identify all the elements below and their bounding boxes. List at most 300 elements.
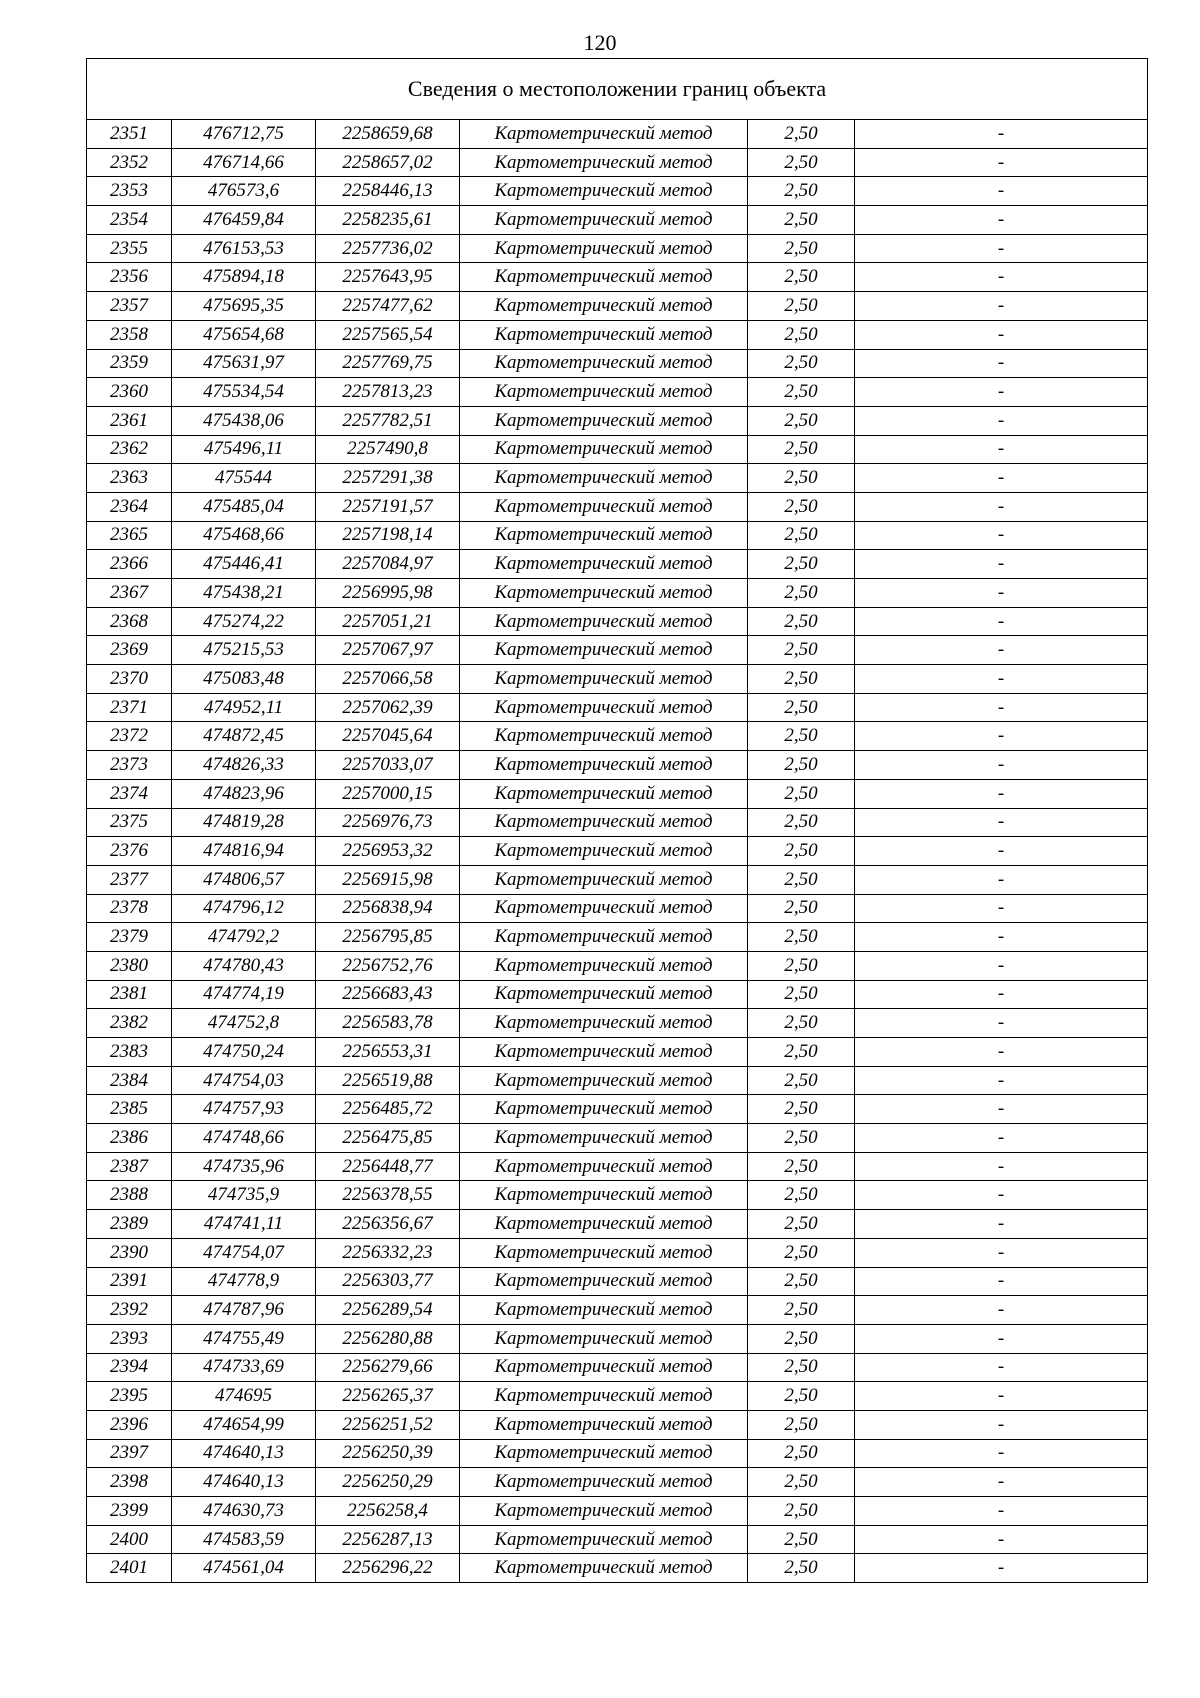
x-coordinate-cell: 476714,66 <box>172 148 316 177</box>
point-number-cell: 2398 <box>87 1468 172 1497</box>
description-cell: - <box>855 636 1148 665</box>
x-coordinate-cell: 475534,54 <box>172 378 316 407</box>
table-body <box>87 59 1148 1583</box>
method-cell: Картометрический метод <box>460 636 748 665</box>
y-coordinate-cell: 2256583,78 <box>316 1009 460 1038</box>
table-row <box>87 693 1148 722</box>
method-cell: Картометрический метод <box>460 1296 748 1325</box>
accuracy-cell: 2,50 <box>748 550 855 579</box>
point-number-cell: 2381 <box>87 980 172 1009</box>
point-number-cell: 2372 <box>87 722 172 751</box>
table-row <box>87 1095 1148 1124</box>
accuracy-cell: 2,50 <box>748 521 855 550</box>
point-number-cell: 2375 <box>87 808 172 837</box>
accuracy-cell: 2,50 <box>748 148 855 177</box>
accuracy-cell: 2,50 <box>748 1353 855 1382</box>
accuracy-cell: 2,50 <box>748 1554 855 1583</box>
y-coordinate-cell: 2256258,4 <box>316 1497 460 1526</box>
y-coordinate-cell: 2256279,66 <box>316 1353 460 1382</box>
accuracy-cell: 2,50 <box>748 435 855 464</box>
method-cell: Картометрический метод <box>460 923 748 952</box>
point-number-cell: 2374 <box>87 779 172 808</box>
accuracy-cell: 2,50 <box>748 1497 855 1526</box>
point-number-cell: 2367 <box>87 579 172 608</box>
point-number-cell: 2385 <box>87 1095 172 1124</box>
y-coordinate-cell: 2256250,39 <box>316 1439 460 1468</box>
x-coordinate-cell: 476153,53 <box>172 234 316 263</box>
accuracy-cell: 2,50 <box>748 263 855 292</box>
accuracy-cell: 2,50 <box>748 693 855 722</box>
method-cell: Картометрический метод <box>460 1410 748 1439</box>
x-coordinate-cell: 474741,11 <box>172 1210 316 1239</box>
y-coordinate-cell: 2257062,39 <box>316 693 460 722</box>
description-cell: - <box>855 234 1148 263</box>
accuracy-cell: 2,50 <box>748 865 855 894</box>
y-coordinate-cell: 2256915,98 <box>316 865 460 894</box>
accuracy-cell: 2,50 <box>748 492 855 521</box>
method-cell: Картометрический метод <box>460 378 748 407</box>
accuracy-cell: 2,50 <box>748 234 855 263</box>
point-number-cell: 2397 <box>87 1439 172 1468</box>
method-cell: Картометрический метод <box>460 865 748 894</box>
table-row <box>87 951 1148 980</box>
x-coordinate-cell: 474872,45 <box>172 722 316 751</box>
accuracy-cell: 2,50 <box>748 1296 855 1325</box>
description-cell: - <box>855 1009 1148 1038</box>
y-coordinate-cell: 2257067,97 <box>316 636 460 665</box>
description-cell: - <box>855 292 1148 321</box>
method-cell: Картометрический метод <box>460 1324 748 1353</box>
x-coordinate-cell: 474561,04 <box>172 1554 316 1583</box>
point-number-cell: 2360 <box>87 378 172 407</box>
x-coordinate-cell: 474796,12 <box>172 894 316 923</box>
table-row <box>87 550 1148 579</box>
y-coordinate-cell: 2256265,37 <box>316 1382 460 1411</box>
method-cell: Картометрический метод <box>460 349 748 378</box>
table-row <box>87 837 1148 866</box>
x-coordinate-cell: 474630,73 <box>172 1497 316 1526</box>
description-cell: - <box>855 722 1148 751</box>
table-row <box>87 751 1148 780</box>
accuracy-cell: 2,50 <box>748 636 855 665</box>
accuracy-cell: 2,50 <box>748 177 855 206</box>
table-row <box>87 292 1148 321</box>
accuracy-cell: 2,50 <box>748 1238 855 1267</box>
description-cell: - <box>855 1439 1148 1468</box>
table-row <box>87 1468 1148 1497</box>
x-coordinate-cell: 475438,06 <box>172 406 316 435</box>
description-cell: - <box>855 693 1148 722</box>
method-cell: Картометрический метод <box>460 263 748 292</box>
description-cell: - <box>855 1238 1148 1267</box>
accuracy-cell: 2,50 <box>748 894 855 923</box>
accuracy-cell: 2,50 <box>748 1095 855 1124</box>
y-coordinate-cell: 2257066,58 <box>316 665 460 694</box>
description-cell: - <box>855 1124 1148 1153</box>
y-coordinate-cell: 2256683,43 <box>316 980 460 1009</box>
table-row <box>87 636 1148 665</box>
accuracy-cell: 2,50 <box>748 1382 855 1411</box>
accuracy-cell: 2,50 <box>748 722 855 751</box>
x-coordinate-cell: 475894,18 <box>172 263 316 292</box>
accuracy-cell: 2,50 <box>748 579 855 608</box>
point-number-cell: 2401 <box>87 1554 172 1583</box>
description-cell: - <box>855 148 1148 177</box>
y-coordinate-cell: 2256953,32 <box>316 837 460 866</box>
table-row <box>87 1009 1148 1038</box>
method-cell: Картометрический метод <box>460 206 748 235</box>
x-coordinate-cell: 476573,6 <box>172 177 316 206</box>
description-cell: - <box>855 751 1148 780</box>
description-cell: - <box>855 1181 1148 1210</box>
point-number-cell: 2391 <box>87 1267 172 1296</box>
y-coordinate-cell: 2257084,97 <box>316 550 460 579</box>
x-coordinate-cell: 474787,96 <box>172 1296 316 1325</box>
point-number-cell: 2378 <box>87 894 172 923</box>
method-cell: Картометрический метод <box>460 435 748 464</box>
page-number: 120 <box>583 30 617 55</box>
table-row <box>87 234 1148 263</box>
x-coordinate-cell: 474735,96 <box>172 1152 316 1181</box>
accuracy-cell: 2,50 <box>748 1152 855 1181</box>
table-row <box>87 1410 1148 1439</box>
point-number-cell: 2373 <box>87 751 172 780</box>
x-coordinate-cell: 475083,48 <box>172 665 316 694</box>
method-cell: Картометрический метод <box>460 980 748 1009</box>
point-number-cell: 2369 <box>87 636 172 665</box>
description-cell: - <box>855 1267 1148 1296</box>
x-coordinate-cell: 474695 <box>172 1382 316 1411</box>
method-cell: Картометрический метод <box>460 550 748 579</box>
y-coordinate-cell: 2257477,62 <box>316 292 460 321</box>
accuracy-cell: 2,50 <box>748 751 855 780</box>
y-coordinate-cell: 2257033,07 <box>316 751 460 780</box>
description-cell: - <box>855 1410 1148 1439</box>
y-coordinate-cell: 2257769,75 <box>316 349 460 378</box>
x-coordinate-cell: 474640,13 <box>172 1439 316 1468</box>
table-row <box>87 1181 1148 1210</box>
method-cell: Картометрический метод <box>460 1152 748 1181</box>
y-coordinate-cell: 2256485,72 <box>316 1095 460 1124</box>
point-number-cell: 2399 <box>87 1497 172 1526</box>
table-row <box>87 894 1148 923</box>
point-number-cell: 2364 <box>87 492 172 521</box>
description-cell: - <box>855 1525 1148 1554</box>
accuracy-cell: 2,50 <box>748 1468 855 1497</box>
table-row <box>87 865 1148 894</box>
method-cell: Картометрический метод <box>460 464 748 493</box>
boundary-coordinates-table <box>86 58 1148 1583</box>
description-cell: - <box>855 492 1148 521</box>
description-cell: - <box>855 808 1148 837</box>
x-coordinate-cell: 475631,97 <box>172 349 316 378</box>
y-coordinate-cell: 2256332,23 <box>316 1238 460 1267</box>
accuracy-cell: 2,50 <box>748 406 855 435</box>
point-number-cell: 2386 <box>87 1124 172 1153</box>
x-coordinate-cell: 474816,94 <box>172 837 316 866</box>
description-cell: - <box>855 837 1148 866</box>
table-row <box>87 1554 1148 1583</box>
description-cell: - <box>855 1382 1148 1411</box>
table-row <box>87 320 1148 349</box>
description-cell: - <box>855 1038 1148 1067</box>
point-number-cell: 2359 <box>87 349 172 378</box>
x-coordinate-cell: 474780,43 <box>172 951 316 980</box>
table-row <box>87 779 1148 808</box>
method-cell: Картометрический метод <box>460 894 748 923</box>
table-row <box>87 148 1148 177</box>
description-cell: - <box>855 1468 1148 1497</box>
y-coordinate-cell: 2256448,77 <box>316 1152 460 1181</box>
accuracy-cell: 2,50 <box>748 837 855 866</box>
method-cell: Картометрический метод <box>460 234 748 263</box>
y-coordinate-cell: 2257643,95 <box>316 263 460 292</box>
point-number-cell: 2379 <box>87 923 172 952</box>
accuracy-cell: 2,50 <box>748 292 855 321</box>
table-row <box>87 1324 1148 1353</box>
accuracy-cell: 2,50 <box>748 808 855 837</box>
table-row <box>87 1238 1148 1267</box>
table-row <box>87 1439 1148 1468</box>
table-row <box>87 923 1148 952</box>
point-number-cell: 2388 <box>87 1181 172 1210</box>
point-number-cell: 2382 <box>87 1009 172 1038</box>
x-coordinate-cell: 474735,9 <box>172 1181 316 1210</box>
description-cell: - <box>855 923 1148 952</box>
x-coordinate-cell: 474754,07 <box>172 1238 316 1267</box>
description-cell: - <box>855 779 1148 808</box>
x-coordinate-cell: 476712,75 <box>172 120 316 149</box>
accuracy-cell: 2,50 <box>748 1410 855 1439</box>
accuracy-cell: 2,50 <box>748 378 855 407</box>
accuracy-cell: 2,50 <box>748 1009 855 1038</box>
y-coordinate-cell: 2256250,29 <box>316 1468 460 1497</box>
description-cell: - <box>855 349 1148 378</box>
y-coordinate-cell: 2256287,13 <box>316 1525 460 1554</box>
y-coordinate-cell: 2257813,23 <box>316 378 460 407</box>
method-cell: Картометрический метод <box>460 406 748 435</box>
method-cell: Картометрический метод <box>460 808 748 837</box>
description-cell: - <box>855 1554 1148 1583</box>
point-number-cell: 2358 <box>87 320 172 349</box>
description-cell: - <box>855 1353 1148 1382</box>
table-row <box>87 177 1148 206</box>
table-row <box>87 435 1148 464</box>
table-row <box>87 492 1148 521</box>
x-coordinate-cell: 474583,59 <box>172 1525 316 1554</box>
point-number-cell: 2389 <box>87 1210 172 1239</box>
accuracy-cell: 2,50 <box>748 349 855 378</box>
description-cell: - <box>855 550 1148 579</box>
method-cell: Картометрический метод <box>460 751 748 780</box>
y-coordinate-cell: 2257291,38 <box>316 464 460 493</box>
y-coordinate-cell: 2256356,67 <box>316 1210 460 1239</box>
accuracy-cell: 2,50 <box>748 1066 855 1095</box>
x-coordinate-cell: 475496,11 <box>172 435 316 464</box>
point-number-cell: 2356 <box>87 263 172 292</box>
x-coordinate-cell: 475468,66 <box>172 521 316 550</box>
description-cell: - <box>855 206 1148 235</box>
point-number-cell: 2387 <box>87 1152 172 1181</box>
x-coordinate-cell: 474826,33 <box>172 751 316 780</box>
x-coordinate-cell: 475215,53 <box>172 636 316 665</box>
description-cell: - <box>855 378 1148 407</box>
table-row <box>87 206 1148 235</box>
method-cell: Картометрический метод <box>460 177 748 206</box>
accuracy-cell: 2,50 <box>748 923 855 952</box>
description-cell: - <box>855 894 1148 923</box>
table-title-row <box>87 59 1148 120</box>
method-cell: Картометрический метод <box>460 722 748 751</box>
table-row <box>87 263 1148 292</box>
y-coordinate-cell: 2257490,8 <box>316 435 460 464</box>
table-row <box>87 579 1148 608</box>
point-number-cell: 2366 <box>87 550 172 579</box>
method-cell: Картометрический метод <box>460 1095 748 1124</box>
table-row <box>87 406 1148 435</box>
table-row <box>87 607 1148 636</box>
method-cell: Картометрический метод <box>460 693 748 722</box>
x-coordinate-cell: 474806,57 <box>172 865 316 894</box>
y-coordinate-cell: 2257782,51 <box>316 406 460 435</box>
y-coordinate-cell: 2256475,85 <box>316 1124 460 1153</box>
x-coordinate-cell: 474640,13 <box>172 1468 316 1497</box>
method-cell: Картометрический метод <box>460 951 748 980</box>
y-coordinate-cell: 2257051,21 <box>316 607 460 636</box>
accuracy-cell: 2,50 <box>748 951 855 980</box>
x-coordinate-cell: 474792,2 <box>172 923 316 952</box>
method-cell: Картометрический метод <box>460 521 748 550</box>
point-number-cell: 2352 <box>87 148 172 177</box>
description-cell: - <box>855 607 1148 636</box>
point-number-cell: 2383 <box>87 1038 172 1067</box>
point-number-cell: 2365 <box>87 521 172 550</box>
description-cell: - <box>855 579 1148 608</box>
method-cell: Картометрический метод <box>460 1267 748 1296</box>
x-coordinate-cell: 474823,96 <box>172 779 316 808</box>
method-cell: Картометрический метод <box>460 1210 748 1239</box>
point-number-cell: 2370 <box>87 665 172 694</box>
point-number-cell: 2377 <box>87 865 172 894</box>
x-coordinate-cell: 474654,99 <box>172 1410 316 1439</box>
x-coordinate-cell: 475485,04 <box>172 492 316 521</box>
accuracy-cell: 2,50 <box>748 1210 855 1239</box>
description-cell: - <box>855 406 1148 435</box>
y-coordinate-cell: 2257736,02 <box>316 234 460 263</box>
x-coordinate-cell: 476459,84 <box>172 206 316 235</box>
table-row <box>87 521 1148 550</box>
point-number-cell: 2395 <box>87 1382 172 1411</box>
y-coordinate-cell: 2258235,61 <box>316 206 460 235</box>
method-cell: Картометрический метод <box>460 120 748 149</box>
x-coordinate-cell: 474819,28 <box>172 808 316 837</box>
method-cell: Картометрический метод <box>460 1038 748 1067</box>
accuracy-cell: 2,50 <box>748 1324 855 1353</box>
point-number-cell: 2392 <box>87 1296 172 1325</box>
accuracy-cell: 2,50 <box>748 1439 855 1468</box>
method-cell: Картометрический метод <box>460 1238 748 1267</box>
point-number-cell: 2380 <box>87 951 172 980</box>
table-row <box>87 1353 1148 1382</box>
description-cell: - <box>855 1497 1148 1526</box>
x-coordinate-cell: 474754,03 <box>172 1066 316 1095</box>
x-coordinate-cell: 474750,24 <box>172 1038 316 1067</box>
table-row <box>87 464 1148 493</box>
y-coordinate-cell: 2256296,22 <box>316 1554 460 1583</box>
x-coordinate-cell: 474752,8 <box>172 1009 316 1038</box>
table-row <box>87 120 1148 149</box>
y-coordinate-cell: 2257565,54 <box>316 320 460 349</box>
accuracy-cell: 2,50 <box>748 607 855 636</box>
point-number-cell: 2355 <box>87 234 172 263</box>
method-cell: Картометрический метод <box>460 1439 748 1468</box>
point-number-cell: 2390 <box>87 1238 172 1267</box>
point-number-cell: 2393 <box>87 1324 172 1353</box>
description-cell: - <box>855 1152 1148 1181</box>
point-number-cell: 2394 <box>87 1353 172 1382</box>
method-cell: Картометрический метод <box>460 1181 748 1210</box>
point-number-cell: 2354 <box>87 206 172 235</box>
method-cell: Картометрический метод <box>460 1124 748 1153</box>
x-coordinate-cell: 474755,49 <box>172 1324 316 1353</box>
y-coordinate-cell: 2258657,02 <box>316 148 460 177</box>
y-coordinate-cell: 2256303,77 <box>316 1267 460 1296</box>
description-cell: - <box>855 120 1148 149</box>
table-row <box>87 1210 1148 1239</box>
accuracy-cell: 2,50 <box>748 1038 855 1067</box>
y-coordinate-cell: 2257045,64 <box>316 722 460 751</box>
y-coordinate-cell: 2256795,85 <box>316 923 460 952</box>
accuracy-cell: 2,50 <box>748 1124 855 1153</box>
accuracy-cell: 2,50 <box>748 206 855 235</box>
description-cell: - <box>855 177 1148 206</box>
y-coordinate-cell: 2256752,76 <box>316 951 460 980</box>
method-cell: Картометрический метод <box>460 1066 748 1095</box>
table-row <box>87 378 1148 407</box>
method-cell: Картометрический метод <box>460 1009 748 1038</box>
method-cell: Картометрический метод <box>460 320 748 349</box>
table-row <box>87 665 1148 694</box>
x-coordinate-cell: 474778,9 <box>172 1267 316 1296</box>
table-row <box>87 722 1148 751</box>
table-row <box>87 980 1148 1009</box>
y-coordinate-cell: 2257191,57 <box>316 492 460 521</box>
y-coordinate-cell: 2256553,31 <box>316 1038 460 1067</box>
y-coordinate-cell: 2256995,98 <box>316 579 460 608</box>
accuracy-cell: 2,50 <box>748 1525 855 1554</box>
y-coordinate-cell: 2257000,15 <box>316 779 460 808</box>
x-coordinate-cell: 474733,69 <box>172 1353 316 1382</box>
method-cell: Картометрический метод <box>460 1554 748 1583</box>
description-cell: - <box>855 1210 1148 1239</box>
method-cell: Картометрический метод <box>460 1353 748 1382</box>
point-number-cell: 2384 <box>87 1066 172 1095</box>
x-coordinate-cell: 475695,35 <box>172 292 316 321</box>
x-coordinate-cell: 474952,11 <box>172 693 316 722</box>
table-row <box>87 1152 1148 1181</box>
accuracy-cell: 2,50 <box>748 980 855 1009</box>
accuracy-cell: 2,50 <box>748 665 855 694</box>
method-cell: Картометрический метод <box>460 148 748 177</box>
method-cell: Картометрический метод <box>460 837 748 866</box>
x-coordinate-cell: 475274,22 <box>172 607 316 636</box>
table-row <box>87 1267 1148 1296</box>
accuracy-cell: 2,50 <box>748 779 855 808</box>
y-coordinate-cell: 2256838,94 <box>316 894 460 923</box>
point-number-cell: 2353 <box>87 177 172 206</box>
table-row <box>87 1038 1148 1067</box>
table-row <box>87 1525 1148 1554</box>
